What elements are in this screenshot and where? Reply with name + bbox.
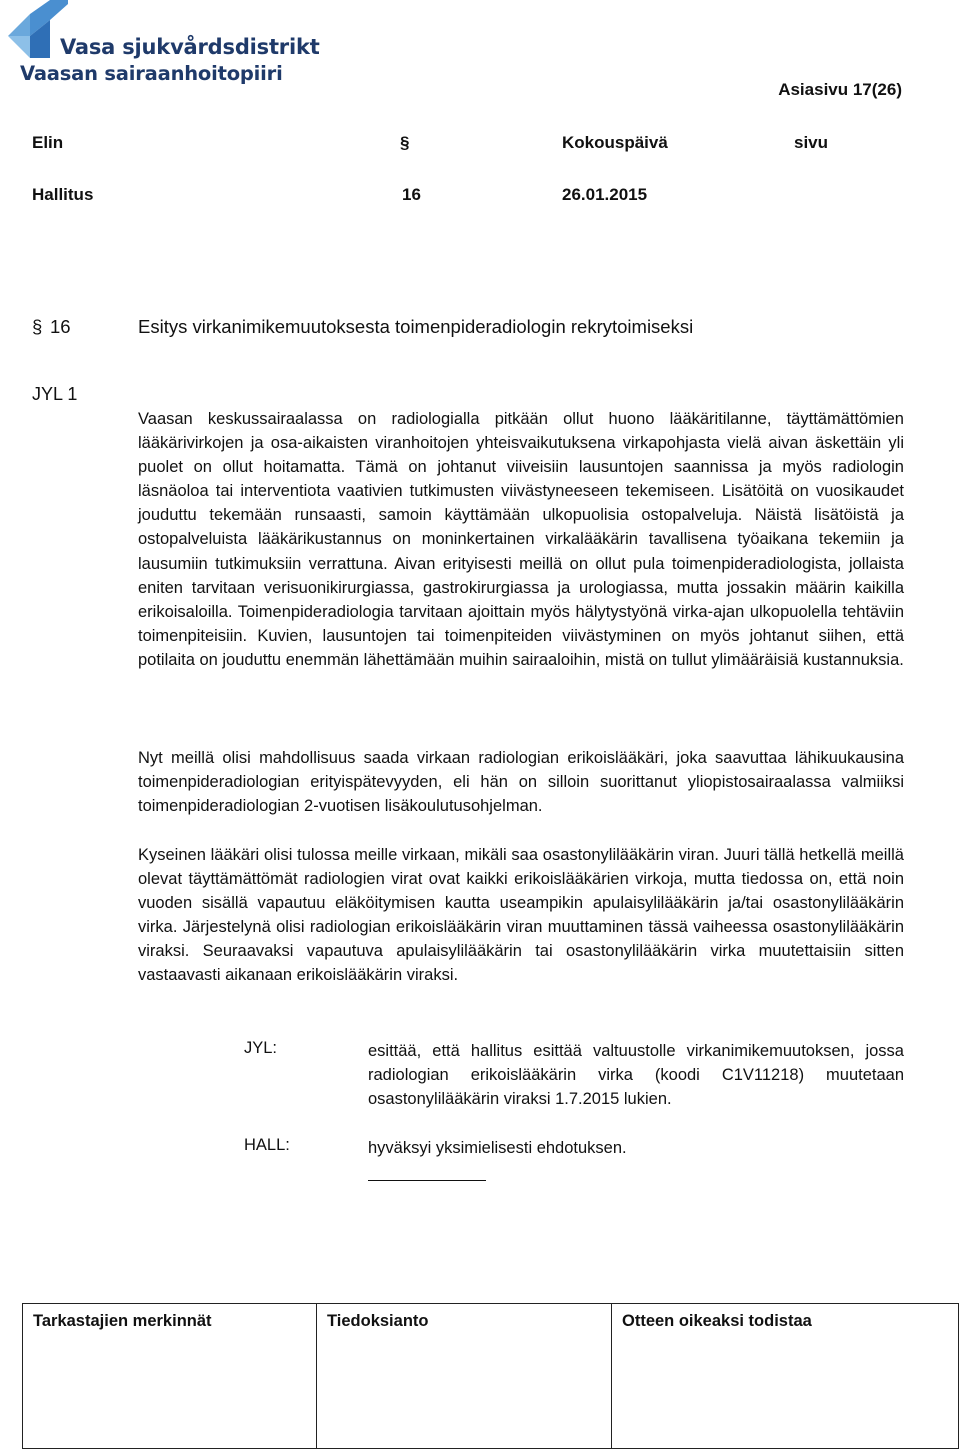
proposal-label: JYL: [244, 1039, 278, 1057]
header-value-body: Hallitus [32, 185, 94, 204]
logo-mark-icon [6, 0, 68, 60]
body-paragraph [138, 407, 904, 672]
header-label-meeting-date: Kokouspäivä [562, 133, 668, 152]
page-reference: Asiasivu 17(26) [778, 80, 902, 99]
decision-label: HALL: [244, 1136, 290, 1154]
header-label-section-symbol: § [400, 133, 410, 152]
section-title: Esitys virkanimikemuutoksesta toimenpideradiologin rekrytoimiseksi [138, 316, 694, 337]
header-value-section: 16 [402, 185, 421, 204]
paragraph-text: Nyt meillä olisi mahdollisuus saada virkaan radiologian erikoislääkäri, joka saavuttaa lähikuukausina toimenpideradiologian erityispätevyyden, eli hän on silloin suorittanut yliopistosairaalassa valmiiksi toimenpideradiologian 2-vuotisen lisäkoulutusohjelman. [138, 749, 904, 816]
header-value-date: 26.01.2015 [562, 185, 648, 204]
body-paragraph [138, 746, 904, 818]
footer-cell-certification [612, 1304, 958, 1448]
proposal-text: esittää, että hallitus esittää valtuustolle virkanimikemuutoksen, jossa radiologian erikoislääkärin virka (koodi C1V11218) muutetaan osastonylilääkärin viraksi 1.7.2015 lukien. [368, 1042, 904, 1109]
paragraph-text: Kyseinen lääkäri olisi tulossa meille virkaan, mikäli saa osastonylilääkärin viran. Juuri tällä hetkellä meillä olevat täyttämättömät radiologien virat ovat kaikki erikoislääkärien virkoja, mutta tiedossa on, että noin vuoden sisällä vapautuu eläköitymisen kautta useampikin apulaisylilääkärin ja/tai osastonylilääkärin virka. Järjestelynä olisi radiologian erikoislääkärin viran muuttaminen tässä vaiheessa osastonylilääkärin viraksi. Seuraavaksi vapautuva apulaisylilääkärin tai osastonylilääkärin virka muutettaisiin sitten vastaavasti aikanaan erikoislääkärin viraksi. [138, 846, 904, 985]
header-label-page: sivu [794, 133, 829, 152]
footer-label-notification: Tiedoksianto [327, 1312, 429, 1330]
end-divider [368, 1180, 486, 1181]
signature-table [22, 1303, 959, 1449]
decision-text: hyväksyi yksimielisesti ehdotuksen. [368, 1139, 627, 1157]
logo-text-swedish: Vasa sjukvårdsdistrikt [60, 35, 320, 59]
logo-text-finnish: Vaasan sairaanhoitopiiri [20, 62, 283, 85]
paragraph-text: Vaasan keskussairaalassa on radiologialla pitkään ollut huono lääkäritilanne, täyttämättömien lääkärivirkojen ja osa-aikaisten viranhoitojen yhteisvaikutuksena virkapohjasta vielä aivan äskettäin yli puolet on ollut hoitamatta. Tämä on johtanut viiveisiin lausuntojen saannissa ja myös radiologin läsnäoloa tai interventiota vaativien tutkimusten viivästyneeseen tekemiseen. Lisätöitä on vuosikaudet jouduttu tekemään runsaasti, samoin käyttämään ulkopuolisia ostopalveluja. Näistä lisätöistä ja ostopalveluista lääkärikustannus on moninkertainen virkalääkärin tavallisena työaikana tekemiin ja lausumiin tutkimuksiin verrattuna. Aivan erityisesti meillä on ollut pula toimenpideradiologista, jollaista eniten tarvitaan verisuonikirurgiassa, gastrokirurgiassa ja urologiassa, mutta jossakin määrin kaikilla erikoisaloilla. Toimenpideradiologia tarvitaan ajoittain myös hälytystyönä virka-ajan ulkopuolella tehtäviin toimenpiteisiin. Kuvien, lausuntojen tai toimenpiteiden viivästyminen on myös johtanut siihen, että potilaita on jouduttu enemmän lähettämään muihin sairaaloihin, mistä on tullut ylimääräisiä kustannuksia. [138, 410, 904, 669]
body-paragraph [138, 843, 904, 988]
footer-cell-notification [317, 1304, 612, 1448]
organization-logo [6, 0, 320, 90]
section-symbol: § [32, 316, 43, 337]
footer-label-reviewers: Tarkastajien merkinnät [33, 1312, 212, 1330]
footer-cell-reviewers [23, 1304, 317, 1448]
footer-label-certification: Otteen oikeaksi todistaa [622, 1312, 812, 1330]
section-number: 16 [50, 316, 71, 337]
jyl-reference: JYL 1 [32, 384, 78, 404]
header-label-elin: Elin [32, 133, 64, 152]
